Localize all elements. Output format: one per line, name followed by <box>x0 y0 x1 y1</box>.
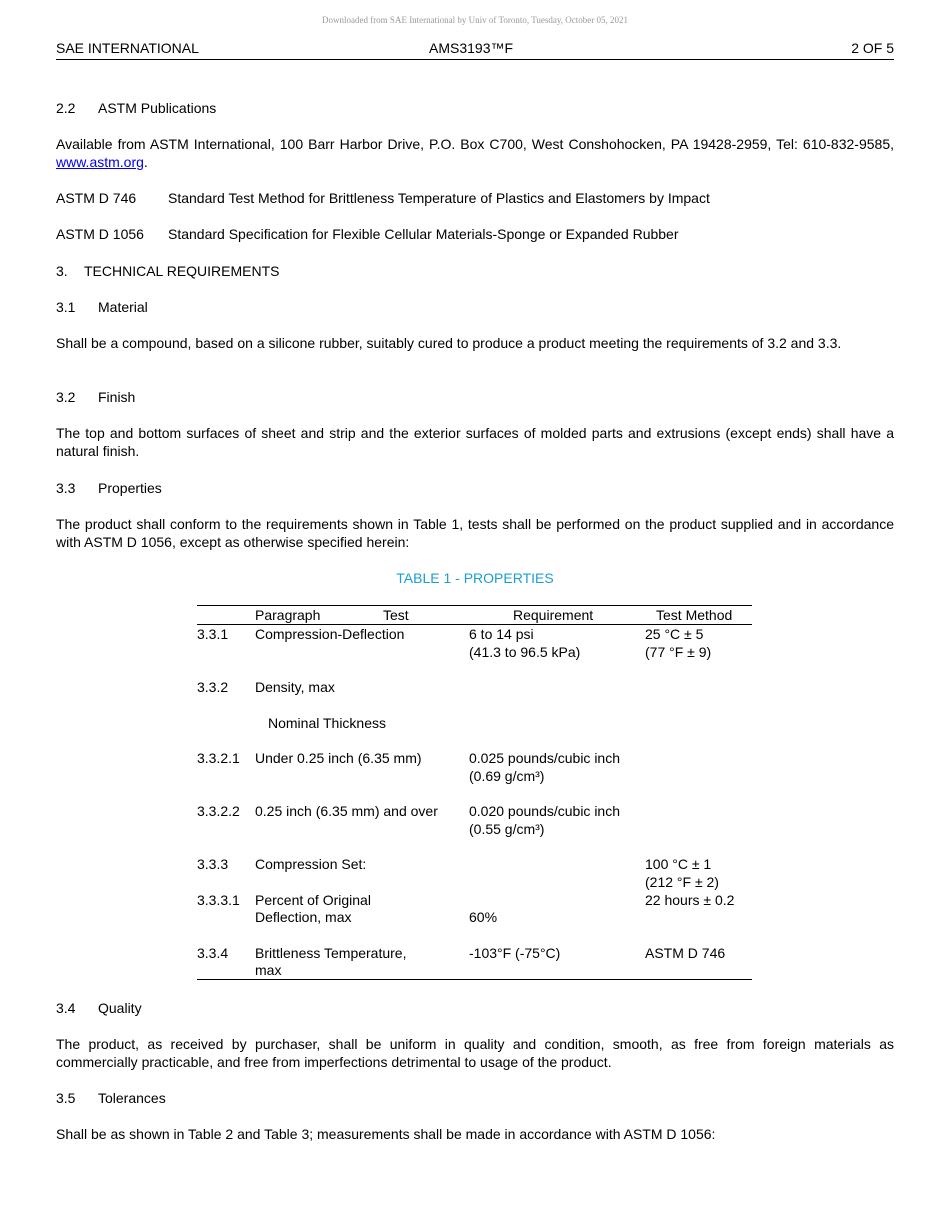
reference-astm-d1056 <box>56 225 894 243</box>
section-title: Material <box>98 299 148 315</box>
table-header-requirement: Requirement <box>513 607 594 623</box>
table-subheading-nominal-thickness: Nominal Thickness <box>268 715 387 731</box>
table-row-requirement: 0.020 pounds/cubic inch <box>469 803 620 819</box>
reference-code: ASTM D 1056 <box>56 226 144 242</box>
table-row-method-imperial: (212 °F ± 2) <box>645 874 719 890</box>
section-2-2-paragraph <box>56 135 894 171</box>
table-row-method: 22 hours ± 0.2 <box>645 892 735 908</box>
table-row-requirement-metric: (0.55 g/cm³) <box>469 821 545 837</box>
reference-astm-d746 <box>56 189 894 207</box>
download-watermark: Downloaded from SAE International by Univ of Toronto, Tuesday, October 05, 2021 <box>321 15 629 25</box>
section-number: 2.2 <box>56 100 76 116</box>
table-row-test-continued: Deflection, max <box>255 909 352 925</box>
table-row-requirement: 6 to 14 psi <box>469 626 534 642</box>
section-2-2-heading <box>56 99 894 117</box>
section-3-2-paragraph: The top and bottom surfaces of sheet and strip and the exterior surfaces of molded parts and extrusions (except ends) shall have a natural finish. <box>56 425 894 459</box>
section-3-3-paragraph: The product shall conform to the requirements shown in Table 1, tests shall be performed on the product supplied and in accordance with ASTM D 1056, except as otherwise specified herein: <box>56 516 894 550</box>
table-row-test: 0.25 inch (6.35 mm) and over <box>255 803 438 819</box>
paragraph-text: Available from ASTM International, 100 Barr Harbor Drive, P.O. Box C700, West Conshohocken, PA 19428-2959, Tel: 610-832-9585, <box>56 136 894 152</box>
table-row-test: Compression-Deflection <box>255 626 405 642</box>
table-header-paragraph: Paragraph <box>255 607 321 623</box>
section-3-5-heading <box>56 1089 894 1107</box>
table-row-requirement: 60% <box>469 909 498 925</box>
table-row-test: Percent of Original <box>255 892 371 908</box>
header-divider <box>56 59 894 60</box>
section-title: Tolerances <box>98 1090 166 1106</box>
table-row-method: ASTM D 746 <box>645 945 726 961</box>
reference-code: ASTM D 746 <box>56 190 137 206</box>
table-row-paragraph: 3.3.4 <box>197 945 229 961</box>
section-number: 3.2 <box>56 389 76 405</box>
section-number: 3.3 <box>56 480 76 496</box>
table-row-test: Brittleness Temperature, <box>255 945 407 961</box>
section-3-1-paragraph: Shall be a compound, based on a silicone rubber, suitably cured to produce a product meeting the requirements of 3.2 and 3.3. <box>56 335 842 351</box>
header-page-number: 2 OF 5 <box>851 40 894 56</box>
table-row-method-imperial: (77 °F ± 9) <box>645 644 712 660</box>
reference-title: Standard Specification for Flexible Cellular Materials-Sponge or Expanded Rubber <box>168 226 679 242</box>
section-number: 3.1 <box>56 299 76 315</box>
table-row-test-continued: max <box>255 962 282 978</box>
section-3-heading <box>56 262 894 280</box>
table-1-title: TABLE 1 - PROPERTIES <box>396 570 554 586</box>
section-number: 3.4 <box>56 1000 76 1016</box>
paragraph-end: . <box>143 154 148 170</box>
section-title: Quality <box>98 1000 142 1016</box>
table-row-paragraph: 3.3.2.2 <box>197 803 240 819</box>
section-3-1-heading <box>56 298 894 316</box>
table-row-paragraph: 3.3.2 <box>197 679 229 695</box>
table-row-paragraph: 3.3.3.1 <box>197 892 240 908</box>
reference-title: Standard Test Method for Brittleness Temperature of Plastics and Elastomers by Impact <box>168 190 710 206</box>
header-publisher: SAE INTERNATIONAL <box>56 40 199 56</box>
section-3-4-paragraph: The product, as received by purchaser, shall be uniform in quality and condition, smooth, as free from foreign materials as commercially practicable, and free from imperfections detrimental to usage of the product. <box>56 1036 894 1070</box>
section-title: ASTM Publications <box>98 100 217 116</box>
table-header-test: Test <box>383 607 409 623</box>
table-row-paragraph: 3.3.2.1 <box>197 750 240 766</box>
table-row-test: Density, max <box>255 679 335 695</box>
section-number: 3. <box>56 263 68 279</box>
section-title: Properties <box>98 480 162 496</box>
table-bottom-rule <box>197 979 752 980</box>
section-number: 3.5 <box>56 1090 76 1106</box>
table-row-paragraph: 3.3.3 <box>197 856 229 872</box>
table-row-requirement-metric: (0.69 g/cm³) <box>469 768 545 784</box>
table-row-method: 25 °C ± 5 <box>645 626 704 642</box>
table-row-method: 100 °C ± 1 <box>645 856 712 872</box>
header-document-id: AMS3193™F <box>429 40 514 56</box>
table-row-test: Under 0.25 inch (6.35 mm) <box>255 750 422 766</box>
table-row-requirement: 0.025 pounds/cubic inch <box>469 750 620 766</box>
section-3-2-heading <box>56 388 894 406</box>
table-row-test: Compression Set: <box>255 856 367 872</box>
section-3-4-heading <box>56 999 894 1017</box>
astm-website-link[interactable]: www.astm.org <box>56 154 144 170</box>
table-header-test-method: Test Method <box>656 607 733 623</box>
table-row-requirement-metric: (41.3 to 96.5 kPa) <box>469 644 581 660</box>
table-row-requirement: -103°F (-75°C) <box>469 945 561 961</box>
table-row-paragraph: 3.3.1 <box>197 626 229 642</box>
section-3-3-heading <box>56 479 894 497</box>
section-title: Finish <box>98 389 136 405</box>
section-title: TECHNICAL REQUIREMENTS <box>84 263 280 279</box>
section-3-5-paragraph: Shall be as shown in Table 2 and Table 3; measurements shall be made in accordance with ASTM D 1056: <box>56 1126 716 1142</box>
